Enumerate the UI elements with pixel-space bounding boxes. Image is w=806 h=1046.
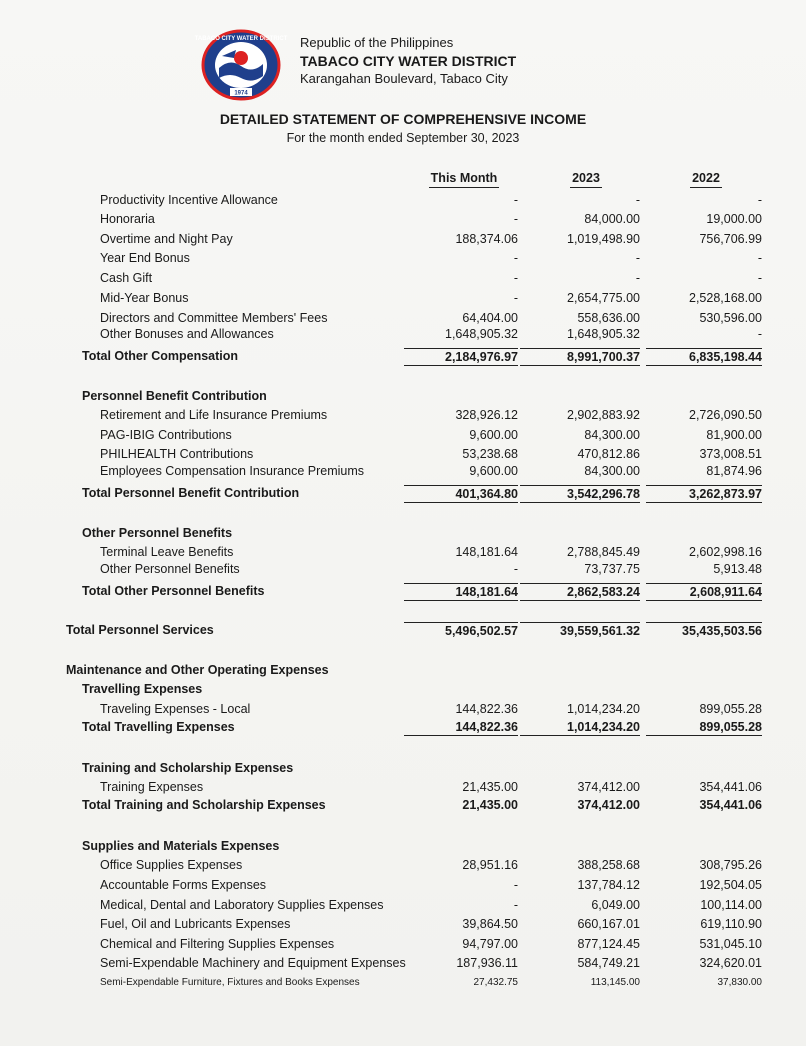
value-this-month: 27,432.75	[473, 977, 518, 988]
value-this-month: -	[513, 291, 518, 305]
value-2023: 2,862,583.24	[520, 583, 640, 601]
letterhead	[300, 34, 540, 88]
value-this-month: 1,648,905.32	[445, 327, 518, 341]
value-this-month: 94,797.00	[462, 937, 518, 951]
value-2022: 19,000.00	[706, 212, 762, 226]
value-2023: 470,812.86	[577, 447, 640, 461]
address-line: Karangahan Boulevard, Tabaco City	[300, 71, 508, 86]
section-heading-row	[0, 838, 806, 854]
value-2023: 3,542,296.78	[520, 485, 640, 503]
value-2022: 2,726,090.50	[689, 408, 762, 422]
value-this-month: 144,822.36	[455, 702, 518, 716]
value-2023: 2,902,883.92	[567, 408, 640, 422]
row-label: Total Personnel Benefit Contribution	[82, 486, 300, 500]
row-label: PAG-IBIG Contributions	[100, 428, 232, 442]
value-2023: -	[635, 193, 640, 207]
row-label: Retirement and Life Insurance Premiums	[100, 408, 328, 422]
value-2023: 2,654,775.00	[567, 291, 640, 305]
column-header-this-month: This Month	[404, 171, 524, 188]
water-district-seal-logo	[194, 28, 288, 102]
value-2023: 2,788,845.49	[567, 545, 640, 559]
value-2023: 84,000.00	[584, 212, 640, 226]
total-row	[0, 719, 806, 735]
value-2022: 81,874.96	[706, 464, 762, 478]
value-2022: -	[757, 271, 762, 285]
value-this-month: 2,184,976.97	[404, 348, 518, 366]
value-2023: 1,019,498.90	[567, 232, 640, 246]
value-2022: 2,608,911.64	[646, 583, 762, 601]
line-item-row	[0, 407, 806, 423]
section-heading-row	[0, 681, 806, 697]
row-label: Semi-Expendable Machinery and Equipment Expenses	[100, 956, 406, 970]
value-2022: 354,441.06	[699, 780, 762, 794]
value-2022: -	[757, 193, 762, 207]
line-item-row	[0, 463, 806, 479]
value-this-month: 9,600.00	[469, 428, 518, 442]
total-row	[0, 348, 806, 364]
row-label: Terminal Leave Benefits	[100, 545, 234, 559]
country-line: Republic of the Philippines	[300, 35, 454, 50]
section-heading-row	[0, 525, 806, 541]
row-label: Supplies and Materials Expenses	[82, 839, 280, 853]
value-2022: 81,900.00	[706, 428, 762, 442]
line-item-row	[0, 779, 806, 795]
line-item-row	[0, 310, 806, 326]
line-item-row	[0, 231, 806, 247]
value-2023: 8,991,700.37	[520, 348, 640, 366]
row-label: Maintenance and Other Operating Expenses	[66, 663, 329, 677]
value-2023: 84,300.00	[584, 428, 640, 442]
row-label: Fuel, Oil and Lubricants Expenses	[100, 917, 291, 931]
value-2022: 530,596.00	[699, 311, 762, 325]
total-row	[0, 797, 806, 813]
statement-period: For the month ended September 30, 2023	[286, 131, 520, 145]
value-2022: 354,441.06	[699, 798, 762, 812]
organization-name: TABACO CITY WATER DISTRICT	[300, 53, 517, 69]
value-2022: 308,795.26	[699, 858, 762, 872]
line-item-row	[0, 270, 806, 286]
value-2023: 1,014,234.20	[567, 702, 640, 716]
value-this-month: 21,435.00	[462, 780, 518, 794]
value-this-month: -	[513, 251, 518, 265]
value-2023: -	[635, 251, 640, 265]
value-this-month: 148,181.64	[404, 583, 518, 601]
section-heading-row	[0, 760, 806, 776]
row-label: Overtime and Night Pay	[100, 232, 233, 246]
section-heading-row	[0, 388, 806, 404]
value-2022: 899,055.28	[646, 719, 762, 736]
line-item-row	[0, 857, 806, 873]
value-this-month: 28,951.16	[462, 858, 518, 872]
statement-title: DETAILED STATEMENT OF COMPREHENSIVE INCOME	[219, 111, 587, 127]
value-2022: -	[757, 327, 762, 341]
value-2022: 619,110.90	[700, 917, 762, 931]
row-label: Traveling Expenses - Local	[100, 702, 251, 716]
value-2023: 39,559,561.32	[520, 622, 640, 639]
value-2023: 388,258.68	[577, 858, 640, 872]
value-2023: 1,648,905.32	[567, 327, 640, 341]
value-2023: 73,737.75	[584, 562, 640, 576]
value-this-month: 21,435.00	[462, 798, 518, 812]
value-this-month: -	[513, 212, 518, 226]
row-label: Chemical and Filtering Supplies Expenses	[100, 937, 335, 951]
value-this-month: -	[513, 898, 518, 912]
value-2022: 324,620.01	[699, 956, 762, 970]
value-this-month: 64,404.00	[462, 311, 518, 325]
value-2022: 2,602,998.16	[689, 545, 762, 559]
value-2023: 6,049.00	[591, 898, 640, 912]
value-2022: 2,528,168.00	[689, 291, 762, 305]
value-2022: 899,055.28	[699, 702, 762, 716]
row-label: Honoraria	[100, 212, 155, 226]
value-2023: 374,412.00	[577, 780, 640, 794]
row-label: Directors and Committee Members' Fees	[100, 311, 328, 325]
value-2023: 137,784.12	[577, 878, 640, 892]
column-header-2022: 2022	[646, 171, 766, 188]
row-label: Other Personnel Benefits	[82, 526, 233, 540]
row-label: Total Training and Scholarship Expenses	[82, 798, 326, 812]
row-label: Other Personnel Benefits	[100, 562, 240, 576]
value-2022: -	[757, 251, 762, 265]
row-label: Medical, Dental and Laboratory Supplies Expenses	[100, 898, 384, 912]
row-label: Cash Gift	[100, 271, 153, 285]
value-2022: 6,835,198.44	[646, 348, 762, 366]
row-label: Total Travelling Expenses	[82, 720, 235, 734]
row-label: PHILHEALTH Contributions	[100, 447, 254, 461]
value-2023: 1,014,234.20	[520, 719, 640, 736]
value-2022: 3,262,873.97	[646, 485, 762, 503]
value-2023: 877,124.45	[577, 937, 640, 951]
line-item-row	[0, 544, 806, 560]
value-2023: 558,636.00	[577, 311, 640, 325]
line-item-row	[0, 936, 806, 952]
line-item-row	[0, 897, 806, 913]
value-2022: 192,504.05	[699, 878, 762, 892]
row-label: Personnel Benefit Contribution	[82, 389, 267, 403]
line-item-row	[0, 955, 806, 971]
value-this-month: -	[513, 193, 518, 207]
line-item-row	[0, 701, 806, 717]
column-header-2023: 2023	[526, 171, 646, 188]
svg-text:TABACO CITY WATER DISTRICT: TABACO CITY WATER DISTRICT	[194, 36, 288, 42]
row-label: Training and Scholarship Expenses	[82, 761, 294, 775]
line-item-row	[0, 975, 806, 991]
value-this-month: 144,822.36	[404, 719, 518, 736]
total-row	[0, 583, 806, 599]
total-row	[0, 622, 806, 638]
value-2023: 584,749.21	[577, 956, 640, 970]
line-item-row	[0, 192, 806, 208]
line-item-row	[0, 446, 806, 462]
row-label: Semi-Expendable Furniture, Fixtures and Books Expenses	[100, 977, 360, 988]
line-item-row	[0, 916, 806, 932]
value-this-month: -	[513, 271, 518, 285]
value-2022: 35,435,503.56	[646, 622, 762, 639]
row-label: Office Supplies Expenses	[100, 858, 243, 872]
row-label: Accountable Forms Expenses	[100, 878, 267, 892]
value-this-month: 401,364.80	[404, 485, 518, 503]
row-label: Productivity Incentive Allowance	[100, 193, 278, 207]
value-this-month: 39,864.50	[462, 917, 518, 931]
line-item-row	[0, 877, 806, 893]
value-this-month: 188,374.06	[455, 232, 518, 246]
line-item-row	[0, 290, 806, 306]
row-label: Travelling Expenses	[82, 682, 203, 696]
row-label: Mid-Year Bonus	[100, 291, 189, 305]
line-item-row	[0, 427, 806, 443]
value-2022: 100,114.00	[700, 898, 762, 912]
value-2023: 113,145.00	[590, 977, 640, 988]
row-label: Total Other Personnel Benefits	[82, 584, 265, 598]
value-this-month: 148,181.64	[455, 545, 518, 559]
line-item-row	[0, 250, 806, 266]
value-2023: 374,412.00	[577, 798, 640, 812]
value-2023: -	[635, 271, 640, 285]
line-item-row	[0, 561, 806, 577]
value-this-month: 9,600.00	[469, 464, 518, 478]
svg-text:1974: 1974	[234, 90, 248, 97]
value-this-month: -	[513, 878, 518, 892]
row-label: Total Personnel Services	[66, 623, 214, 637]
line-item-row	[0, 211, 806, 227]
row-label: Other Bonuses and Allowances	[100, 327, 274, 341]
row-label: Total Other Compensation	[82, 349, 239, 363]
row-label: Year End Bonus	[100, 251, 190, 265]
value-this-month: -	[513, 562, 518, 576]
row-label: Employees Compensation Insurance Premiums	[100, 464, 365, 478]
value-2022: 37,830.00	[717, 977, 762, 988]
value-2023: 660,167.01	[577, 917, 640, 931]
value-this-month: 187,936.11	[456, 956, 518, 970]
value-2022: 5,913.48	[713, 562, 762, 576]
value-this-month: 328,926.12	[455, 408, 518, 422]
value-this-month: 53,238.68	[462, 447, 518, 461]
value-2023: 84,300.00	[584, 464, 640, 478]
value-2022: 531,045.10	[699, 937, 762, 951]
row-label: Training Expenses	[100, 780, 204, 794]
line-item-row	[0, 326, 806, 342]
total-row	[0, 485, 806, 501]
value-2022: 373,008.51	[699, 447, 762, 461]
value-this-month: 5,496,502.57	[404, 622, 518, 639]
value-2022: 756,706.99	[699, 232, 762, 246]
section-heading-row	[0, 662, 806, 678]
